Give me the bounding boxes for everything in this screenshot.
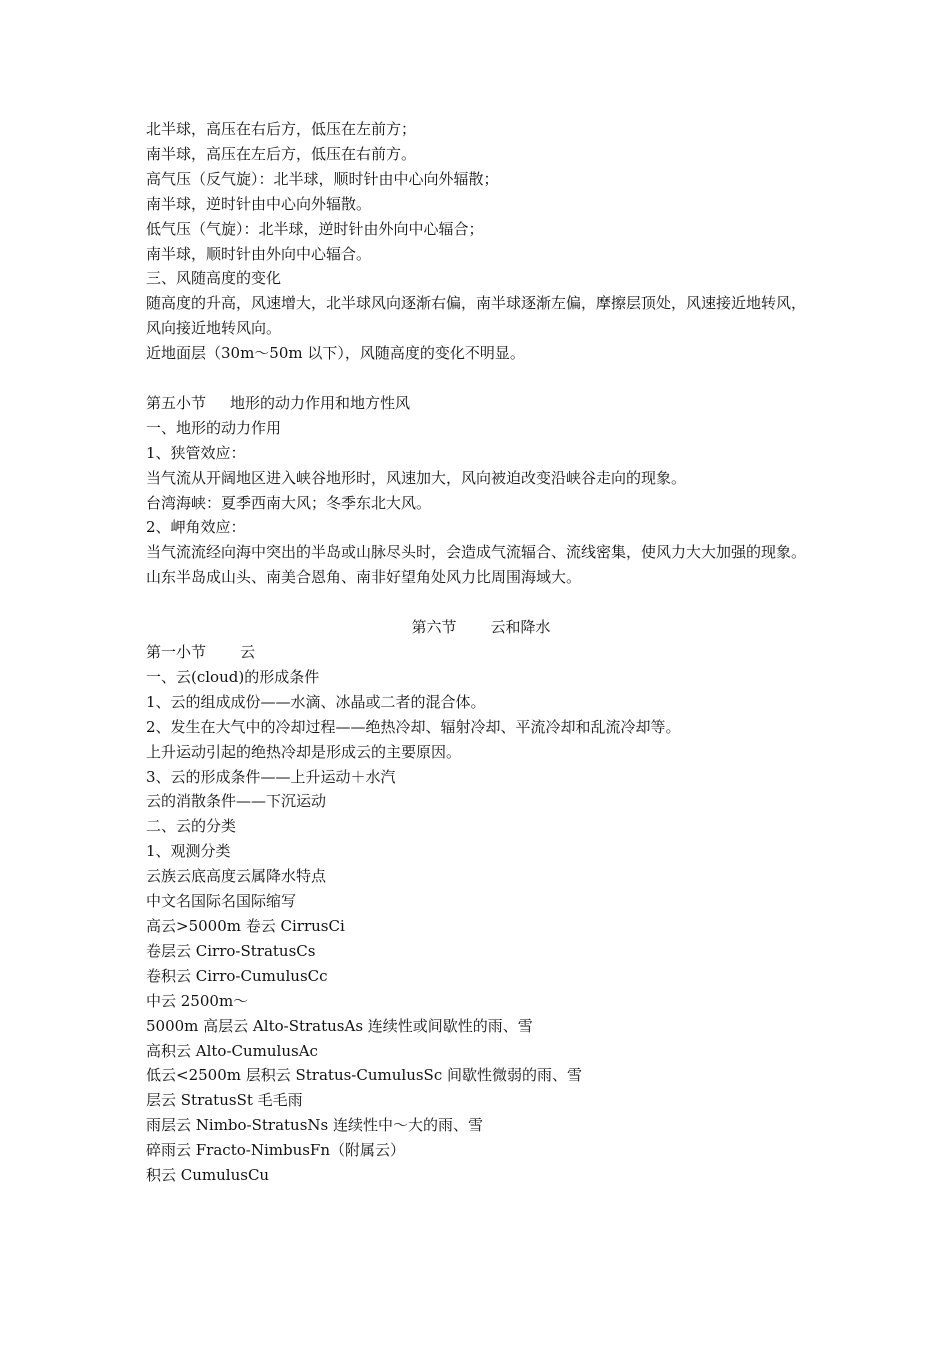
paragraph-cape-effect: 当气流流经向海中突出的半岛或山脉尽头时，会造成气流辐合、流线密集，使风力大大加强的现象。 <box>146 543 807 562</box>
text-line: 高云>5000m 卷云 CirrusCi <box>146 916 345 935</box>
text-line: 卷层云 Cirro-StratusCs <box>146 941 316 960</box>
heading-wind-height: 三、风随高度的变化 <box>146 269 282 288</box>
paragraph-height-change: 随高度的升高，风速增大，北半球风向逐渐右偏，南半球逐渐左偏，摩擦层顶处，风速接近地转风，风向接近地转风向。 <box>146 294 807 338</box>
text-line: 卷积云 Cirro-CumulusCc <box>146 966 328 985</box>
document-page <box>146 117 816 1188</box>
text-line: 云族云底高度云属降水特点 <box>146 867 327 886</box>
text-line: 雨层云 Nimbo-StratusNs 连续性中～大的雨、雪 <box>146 1116 484 1135</box>
text-line: 1、观测分类 <box>146 842 231 861</box>
text-line: 南半球，顺时针由外向中心辐合。 <box>146 244 372 263</box>
section6-number: 第六节 <box>411 618 457 637</box>
text-line: 5000m 高层云 Alto-StratusAs 连续性或间歇性的雨、雪 <box>146 1016 533 1035</box>
text-line: 山东半岛成山头、南美合恩角、南非好望角处风力比周围海域大。 <box>146 568 582 587</box>
blank-line <box>146 590 816 615</box>
text-line: 碎雨云 Fracto-NimbusFn（附属云） <box>146 1141 405 1160</box>
text-line: 北半球，高压在右后方，低压在左前方； <box>146 120 417 138</box>
section6-name: 云和降水 <box>490 618 551 637</box>
text-line: 3、云的形成条件——上升运动＋水汽 <box>146 767 396 786</box>
text-line: 2、发生在大气中的冷却过程——绝热冷却、辐射冷却、平流冷却和乱流冷却等。 <box>146 717 681 736</box>
section5-title <box>146 391 816 416</box>
text-line: 南半球，逆时针由中心向外辐散。 <box>146 194 372 213</box>
text-line: 上升运动引起的绝热冷却是形成云的主要原因。 <box>146 742 462 761</box>
section5-number: 第五小节 <box>146 393 207 412</box>
text-line: 台湾海峡：夏季西南大风；冬季东北大风。 <box>146 493 432 512</box>
subsection1-number: 第一小节 <box>146 643 207 661</box>
text-line: 中文名国际名国际缩写 <box>146 892 297 911</box>
text-line: 层云 StratusSt 毛毛雨 <box>146 1091 303 1110</box>
text-line: 低云<2500m 层积云 Stratus-CumulusSc 间歇性微弱的雨、雪 <box>146 1066 582 1085</box>
text-line: 中云 2500m～ <box>146 991 249 1010</box>
section5-name: 地形的动力作用和地方性风 <box>230 393 411 412</box>
section6-title <box>146 615 816 640</box>
text-line: 当气流从开阔地区进入峡谷地形时，风速加大，风向被迫改变沿峡谷走向的现象。 <box>146 468 687 487</box>
text-line: 近地面层（30m～50m 以下），风随高度的变化不明显。 <box>146 344 525 363</box>
text-line: 二、云的分类 <box>146 817 237 836</box>
subsection1-name: 云 <box>240 643 256 661</box>
text-line: 高气压（反气旋）：北半球，顺时针由中心向外辐散； <box>146 169 499 188</box>
text-line: 积云 CumulusCu <box>146 1166 270 1185</box>
text-line: 低气压（气旋）：北半球，逆时针由外向中心辐合； <box>146 219 484 238</box>
text-line: 一、云(cloud)的形成条件 <box>146 667 320 686</box>
text-line: 南半球，高压在左后方，低压在右前方。 <box>146 144 417 163</box>
subsection1-title <box>146 640 816 665</box>
text-line: 1、云的组成成份——水滴、冰晶或二者的混合体。 <box>146 692 486 711</box>
text-line: 一、地形的动力作用 <box>146 418 282 437</box>
text-line: 高积云 Alto-CumulusAc <box>146 1041 318 1060</box>
text-line: 2、岬角效应： <box>146 518 246 537</box>
text-line: 1、狭管效应： <box>146 443 246 462</box>
blank-line <box>146 366 816 391</box>
text-line: 云的消散条件——下沉运动 <box>146 792 327 811</box>
